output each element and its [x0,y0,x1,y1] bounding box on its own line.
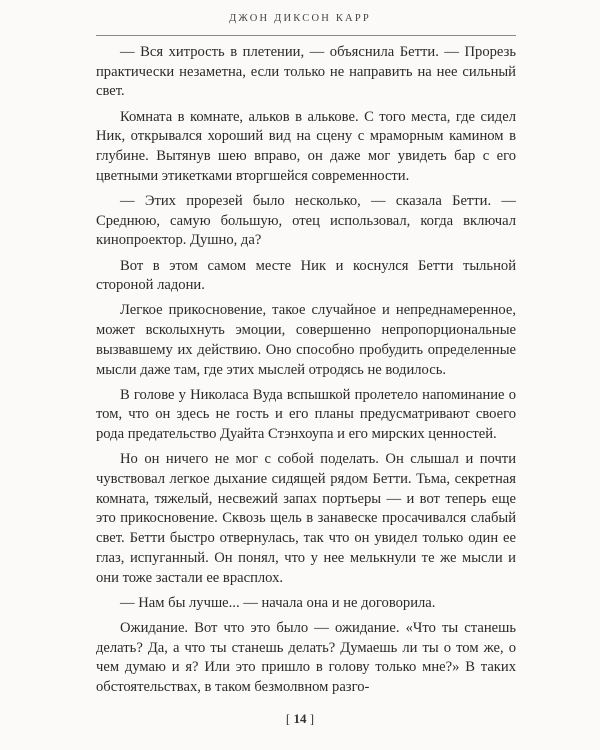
paragraph: — Нам бы лучше... — начала она и не договорила. [120,594,436,611]
paragraph: — Вся хитрость в плетении, — объяснила Бетти. — Прорезь практически незаметна, если только не направить на нее сильный свет. [96,44,516,100]
paragraph: Вот в этом самом месте Ник и коснулся Бетти тыльной стороной ладони. [96,257,516,294]
page-number [0,711,600,727]
paragraph: — Этих прорезей было несколько, — сказала Бетти. — Среднюю, самую большую, отец использовал, когда включал кинопроектор. Душно, да? [96,192,516,249]
header-rule [96,35,516,36]
running-head: ДЖОН ДИКСОН КАРР [229,13,371,24]
page-number-value: 14 [293,711,307,726]
folio-bracket-left: [ [285,711,294,726]
paragraph: Легкое прикосновение, такое случайное и непреднамеренное, может всколыхнуть эмоции, совершенно непропорциональные вызвавшему их действию. Оно способно пробудить определенные мысли даже там, где этих мыслей отродясь не водилось. [96,302,516,378]
paragraph: В голове у Николаса Вуда вспышкой пролетело напоминание о том, что он здесь не гость и его планы предусматривают своего рода предательство Дуайта Стэнхоупа и его мирских ценностей. [96,386,516,443]
body-text [96,43,516,703]
paragraph: Комната в комнате, альков в алькове. С того места, где сидел Ник, открывался хороший вид на сцену с мраморным камином в глубине. Вытянув шею вправо, он даже мог увидеть бар с его цветными этикетками вторгшейся современности. [96,108,516,184]
paragraph: Ожидание. Вот что это было — ожидание. «Что ты станешь делать? Да, а что ты станешь делать? Думаешь ли ты о том же, о чем думаю и я? Или это пришло в голову только мне?» В таких обстоятельствах, в таком безмолвном разго- [96,619,516,696]
folio-bracket-right: ] [306,711,315,726]
paragraph: Но он ничего не мог с собой поделать. Он слышал и почти чувствовал легкое дыхание сидящей рядом Бетти. Тьма, секретная комната, тяжелый, несвежий запах портьеры — и вот теперь еще это прикосновение. Сквозь щель в занавеске просачивался слабый свет. Бетти быстро отвернулась, так что он увидел только один ее глаз, испуганный. Он понял, что у нее мелькнули те же мысли и они тоже застали ее врасплох. [96,451,516,586]
